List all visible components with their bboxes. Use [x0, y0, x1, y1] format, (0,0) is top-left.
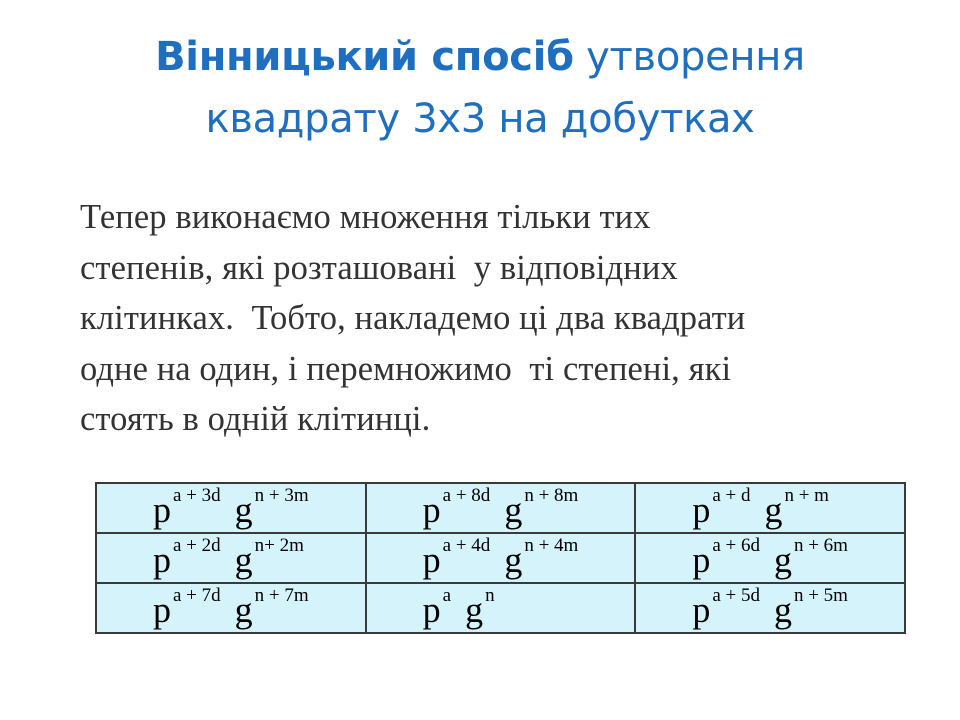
p-power: [422, 585, 452, 630]
table-cell: [635, 533, 905, 583]
exponent-p: a: [442, 585, 452, 606]
g-power: [465, 585, 495, 630]
paragraph-line: Тепер виконаємо множення тільки тих: [80, 198, 651, 236]
base-g: g: [504, 490, 523, 530]
base-g: g: [234, 540, 253, 580]
table-cell: [366, 533, 636, 583]
paragraph-line: стоять в одній клітинці.: [80, 400, 431, 438]
exponent-p: a + 7d: [173, 585, 221, 606]
p-power: [153, 485, 221, 530]
base-g: g: [504, 540, 523, 580]
base-p: p: [422, 540, 441, 580]
exponent-g: n + 7m: [254, 585, 309, 606]
exponent-p: a + 4d: [442, 535, 491, 556]
base-p: p: [153, 490, 171, 530]
g-power: [234, 585, 309, 630]
base-g: g: [773, 590, 792, 630]
table-cell: [366, 483, 636, 533]
title-line-2: квадрату 3х3 на добутках: [205, 96, 755, 142]
table-cell: [96, 483, 366, 533]
exponent-g: n + 6m: [793, 535, 848, 556]
title-line-1: [0, 26, 960, 88]
g-power: [773, 585, 848, 630]
paragraph-line: одне на один, і перемножимо ті степені, які: [80, 349, 732, 388]
paragraph-line: клітинках. Тобто, накладемо ці два квадрати: [80, 299, 746, 337]
base-g: g: [234, 490, 253, 530]
p-power: [422, 485, 491, 530]
g-power: [773, 535, 848, 580]
table-cell: [366, 583, 636, 633]
p-power: [153, 585, 221, 630]
base-g: g: [465, 590, 484, 630]
base-p: p: [422, 590, 441, 630]
p-power: [692, 485, 751, 530]
table-cell: [635, 583, 905, 633]
table-cell: [96, 583, 366, 633]
exponent-g: n + m: [784, 485, 829, 506]
table-row: [96, 483, 905, 533]
exponent-p: a + 6d: [712, 535, 760, 556]
base-p: p: [153, 540, 171, 580]
p-power: [422, 535, 491, 580]
p-power: [692, 535, 760, 580]
title-rest-part: утворення: [573, 34, 805, 80]
g-power: [504, 485, 579, 530]
exponent-p: a + 8d: [442, 485, 491, 506]
exponent-p: a + 5d: [712, 585, 760, 606]
table-row: [96, 583, 905, 633]
magic-square-table: [95, 482, 906, 634]
exponent-p: a + d: [712, 485, 751, 506]
table-cell: [635, 483, 905, 533]
g-power: [234, 485, 309, 530]
body-paragraph: [80, 192, 930, 445]
base-g: g: [773, 540, 792, 580]
base-p: p: [692, 590, 711, 630]
base-g: g: [764, 490, 783, 530]
exponent-g: n: [485, 585, 495, 606]
paragraph-line: степенів, які розташовані у відповідних: [80, 248, 678, 287]
table-row: [96, 533, 905, 583]
g-power: [764, 485, 829, 530]
p-power: [153, 535, 221, 580]
exponent-g: n+ 2m: [254, 535, 304, 556]
exponent-p: a + 3d: [173, 485, 221, 506]
exponent-g: n + 5m: [793, 585, 848, 606]
base-p: p: [692, 490, 711, 530]
base-p: p: [153, 590, 171, 630]
table-cell: [96, 533, 366, 583]
base-p: p: [422, 490, 441, 530]
p-power: [692, 585, 760, 630]
exponent-g: n + 3m: [254, 485, 309, 506]
exponent-g: n + 8m: [524, 485, 579, 506]
exponent-g: n + 4m: [524, 535, 579, 556]
g-power: [234, 535, 304, 580]
base-p: p: [692, 540, 711, 580]
g-power: [504, 535, 579, 580]
exponent-p: a + 2d: [173, 535, 221, 556]
base-g: g: [234, 590, 253, 630]
slide-title: [0, 26, 960, 150]
title-bold-part: Вінницький спосіб: [155, 34, 574, 80]
